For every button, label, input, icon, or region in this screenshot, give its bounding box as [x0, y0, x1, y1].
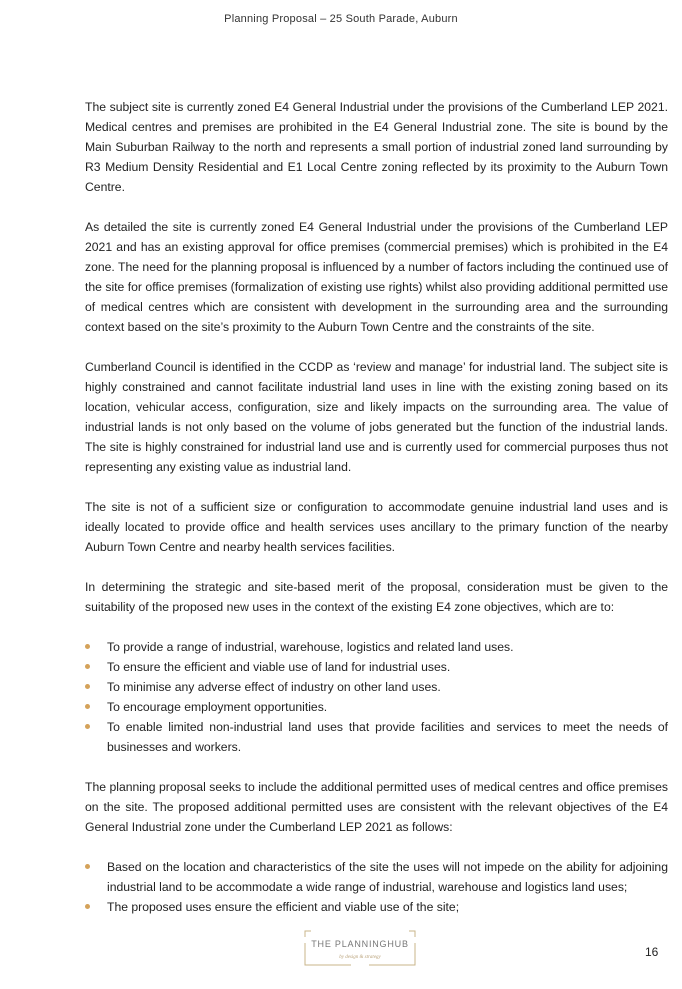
list-item-text: The proposed uses ensure the efficient and viable use of the site; — [107, 900, 460, 914]
list-item-text: Based on the location and characteristics of the site the uses will not impede on the ability for adjoining industrial land to be accommodate a wide range of industrial, warehouse and logistics land uses; — [107, 860, 668, 894]
paragraph-site-suitability: The site is not of a sufficient size or configuration to accommodate genuine industrial land uses and is ideally located to provide office and health services uses ancillary to the primary function of the nearby Auburn Town Centre and nearby health services facilities. — [85, 500, 668, 554]
bullet-icon — [85, 904, 90, 909]
list-item — [85, 717, 668, 757]
list-item-text: To minimise any adverse effect of industry on other land uses. — [107, 680, 441, 694]
list-item-text: To encourage employment opportunities. — [107, 700, 328, 714]
list-item — [85, 677, 668, 697]
page-number: 16 — [645, 945, 659, 959]
page-header: Planning Proposal – 25 South Parade, Auburn — [224, 13, 458, 25]
bullet-icon — [85, 704, 90, 709]
consistency-list — [85, 857, 668, 917]
list-item-text: To provide a range of industrial, warehouse, logistics and related land uses. — [107, 640, 514, 654]
logo-tagline: by design & strategy — [339, 955, 381, 960]
planning-hub-logo — [303, 929, 417, 967]
list-item-text: To enable limited non-industrial land uses that provide facilities and services to meet the needs of businesses and workers. — [107, 720, 668, 754]
list-item — [85, 657, 668, 677]
paragraph-current-zoning: The subject site is currently zoned E4 General Industrial under the provisions of the Cumberland LEP 2021. Medical centres and premises are prohibited in the E4 General Industrial zone. The site is bound by the Main Suburban Railway to the north and represents a small portion of industrial zoned land surrounding by R3 Medium Density Residential and E1 Local Centre zoning reflected by its proximity to the Auburn Town Centre. — [85, 100, 668, 194]
bullet-icon — [85, 864, 90, 869]
list-item — [85, 857, 668, 897]
list-item — [85, 697, 668, 717]
list-item-text: To ensure the efficient and viable use of land for industrial uses. — [107, 660, 451, 674]
bullet-icon — [85, 684, 90, 689]
bullet-icon — [85, 664, 90, 669]
list-item — [85, 897, 668, 917]
paragraph-industrial-land-review: Cumberland Council is identified in the CCDP as ‘review and manage’ for industrial land. The subject site is highly constrained and cannot facilitate industrial land uses in line with the existing zoning based on its location, vehicular access, configuration, size and likely impacts on the surrounding area. The value of industrial lands is not only based on the volume of jobs generated but the function of the industrial lands. The site is highly constrained for industrial land use and is currently used for commercial purposes thus not representing any existing value as industrial land. — [85, 360, 668, 474]
bullet-icon — [85, 644, 90, 649]
list-item — [85, 637, 668, 657]
bullet-icon — [85, 724, 90, 729]
document-body — [85, 97, 668, 937]
paragraph-need-for-proposal: As detailed the site is currently zoned E4 General Industrial under the provisions of the Cumberland LEP 2021 and has an existing approval for office premises (commercial premises) which is prohibited in the E4 zone. The need for the planning proposal is influenced by a number of factors including the continued use of the site for office premises (formalization of existing use rights) whilst also providing additional permitted use of medical centres which are consistent with development in the surrounding area and the surrounding context based on the site’s proximity to the Auburn Town Centre and the constraints of the site. — [85, 220, 668, 334]
paragraph-strategic-merit: In determining the strategic and site-based merit of the proposal, consideration must be given to the suitability of the proposed new uses in the context of the existing E4 zone objectives, which are to: — [85, 580, 668, 614]
paragraph-additional-permitted-uses: The planning proposal seeks to include the additional permitted uses of medical centres and office premises on the site. The proposed additional permitted uses are consistent with the relevant objectives of the E4 General Industrial zone under the Cumberland LEP 2021 as follows: — [85, 780, 668, 834]
zone-objectives-list — [85, 637, 668, 757]
logo-text: THE PLANNINGHUB — [311, 939, 409, 949]
